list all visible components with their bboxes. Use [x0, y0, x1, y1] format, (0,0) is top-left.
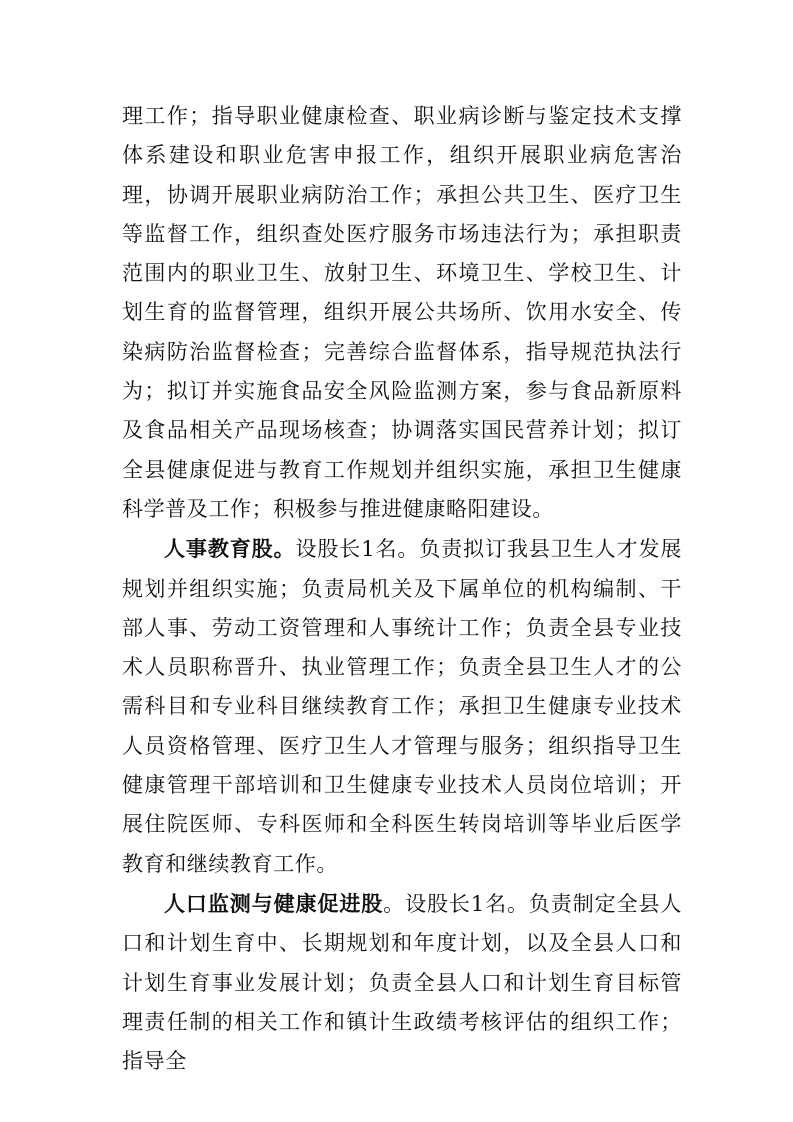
document-body: [122, 97, 682, 1081]
paragraph-population-health: [122, 884, 682, 1081]
paragraph-continuation: [122, 97, 682, 529]
paragraph-text: 。设股长1名。负责制定全县人口和计划生育中、长期规划和年度计划，以及全县人口和计划生育事业发展计划；负责全县人口和计划生育目标管理责任制的相关工作和镇计生政绩考核评估的组织工作；指导全: [122, 891, 683, 1074]
section-heading-population-health: 人口监测与健康促进股: [164, 890, 384, 916]
paragraph-text: 设股长1名。负责拟订我县卫生人才发展规划并组织实施；负责局机关及下属单位的机构编制、干部人事、劳动工资管理和人事统计工作；负责全县专业技术人员职称晋升、执业管理工作；负责全县卫生人才的公需科目和专业科目继续教育工作；承担卫生健康专业技术人员资格管理、医疗卫生人才管理与服务；组织指导卫生健康管理干部培训和卫生健康专业技术人员岗位培训；开展住院医师、专科医师和全科医生转岗培训等毕业后医学教育和继续教育工作。: [122, 537, 682, 876]
paragraph-personnel-education: [122, 529, 682, 884]
section-heading-personnel-education: 人事教育股。: [164, 536, 296, 562]
paragraph-text: 理工作；指导职业健康检查、职业病诊断与鉴定技术支撑体系建设和职业危害申报工作，组织开展职业病危害治理，协调开展职业病防治工作；承担公共卫生、医疗卫生等监督工作，组织查处医疗服务市场违法行为；承担职责范围内的职业卫生、放射卫生、环境卫生、学校卫生、计划生育的监督管理，组织开展公共场所、饮用水安全、传染病防治监督检查；完善综合监督体系，指导规范执法行为；拟订并实施食品安全风险监测方案，参与食品新原料及食品相关产品现场核查；协调落实国民营养计划；拟订全县健康促进与教育工作规划并组织实施，承担卫生健康科学普及工作；积极参与推进健康略阳建设。: [122, 104, 682, 521]
